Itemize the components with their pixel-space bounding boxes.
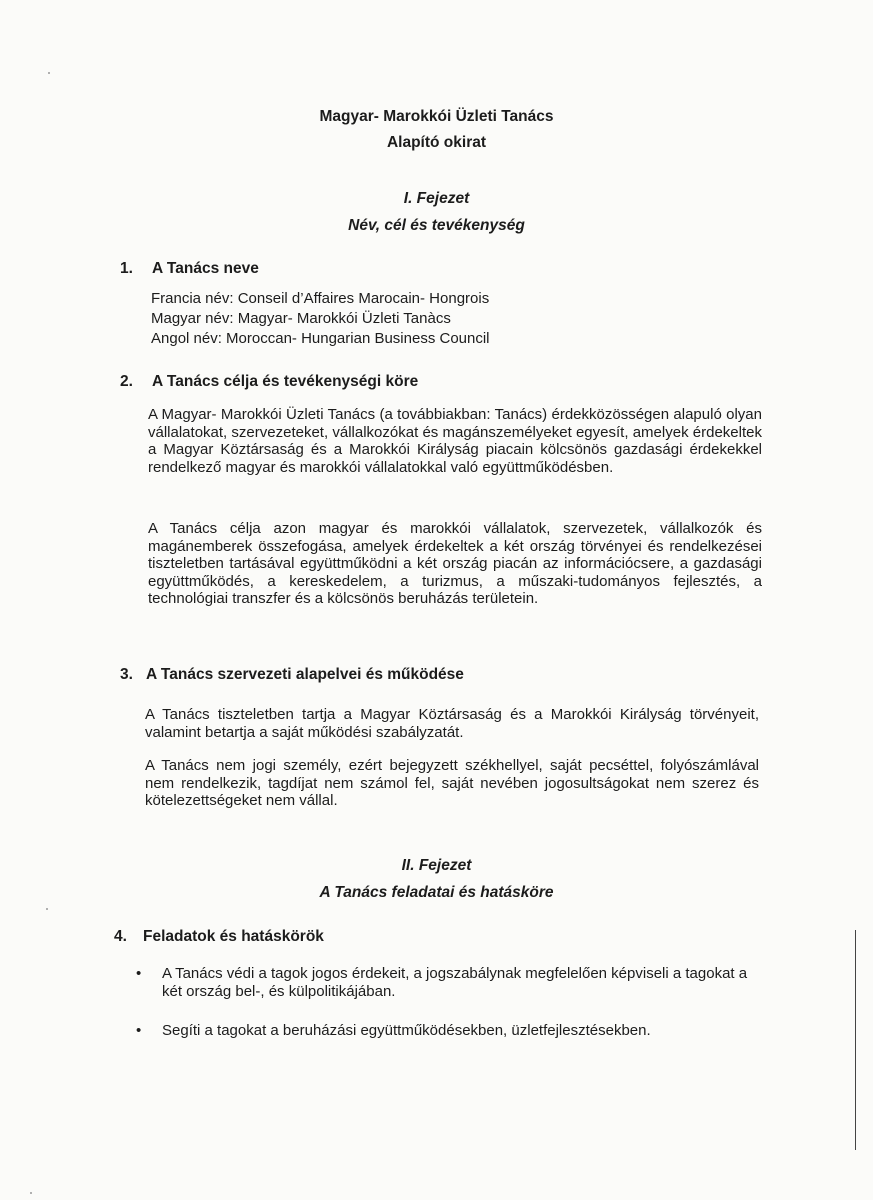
section-2-number: 2. — [120, 373, 133, 390]
section-3-paragraph-1: A Tanács tiszteletben tartja a Magyar Köztársaság és a Marokkói Királyság törvényeit, valamint betartja a saját működési szabályzatát. — [145, 706, 759, 741]
bullet-item-1: A Tanács védi a tagok jogos érdekeit, a jogszabálynak megfelelően képviseli a tagokat a két ország bel-, és külpolitikájában. — [162, 965, 748, 1000]
french-name-line: Francia név: Conseil d’Affaires Marocain- Hongrois — [151, 290, 490, 307]
hungarian-name-line: Magyar név: Magyar- Marokkói Üzleti Tanàcs — [151, 310, 451, 327]
section-1-number: 1. — [120, 260, 133, 277]
section-3-number: 3. — [120, 666, 133, 683]
section-2-title: A Tanács célja és tevékenységi köre — [152, 373, 419, 390]
bullet-item-2: Segíti a tagokat a beruházási együttműködésekben, üzletfejlesztésekben. — [162, 1022, 651, 1039]
section-2-paragraph-1: A Magyar- Marokkói Üzleti Tanács (a továbbiakban: Tanács) érdekközösségen alapuló olyan vállalatokat, szervezeteket, vállalkozókat és magánszemélyeket egyesít, amelyek érdekeltek a Magyar Köztársaság és a Marokkói Királyság piacain kölcsönös gazdasági érdekekkel rendelkező magyar és marokkói vállalatokkal való együttműködésben. — [148, 406, 762, 476]
chapter-2-title: A Tanács feladatai és hatásköre — [319, 884, 554, 901]
section-4-number: 4. — [114, 928, 127, 945]
scan-speck — [46, 908, 48, 910]
section-3-title: A Tanács szervezeti alapelvei és működése — [146, 666, 464, 683]
bullet-marker: • — [136, 1022, 142, 1039]
document-title: Magyar- Marokkói Üzleti Tanács — [319, 108, 554, 125]
section-3-paragraph-2: A Tanács nem jogi személy, ezért bejegyzett székhellyel, saját pecséttel, folyószámlával nem rendelkezik, tagdíjat nem számol fel, saját nevében jogosultságokat nem szerez és kötelezettségeket nem vállal. — [145, 757, 759, 809]
section-2-paragraph-2: A Tanács célja azon magyar és marokkói vállalatok, szervezetek, vállalkozók és magánemberek összefogása, amelyek érdekeltek a két ország törvényei és rendelkezései tiszteletben tartásával együttműködni a két ország piacán az információcsere, a gazdasági együttműködés, a kereskedelem, a turizmus, a műszaki-tudományos fejlesztés, a technológiai transzfer és a kölcsönös beruházás területein. — [148, 520, 762, 607]
english-name-line: Angol név: Moroccan- Hungarian Business Council — [151, 330, 490, 347]
bullet-marker: • — [136, 965, 142, 982]
document-subtitle: Alapító okirat — [386, 134, 487, 151]
chapter-1-title: Név, cél és tevékenység — [348, 217, 525, 234]
chapter-2-label: II. Fejezet — [401, 857, 472, 874]
section-1-title: A Tanács neve — [152, 260, 259, 277]
scan-speck — [30, 1192, 32, 1194]
scan-speck — [48, 72, 50, 74]
chapter-1-label: I. Fejezet — [403, 190, 470, 207]
scan-edge-line — [855, 930, 856, 1150]
section-4-title: Feladatok és hatáskörök — [143, 928, 324, 945]
